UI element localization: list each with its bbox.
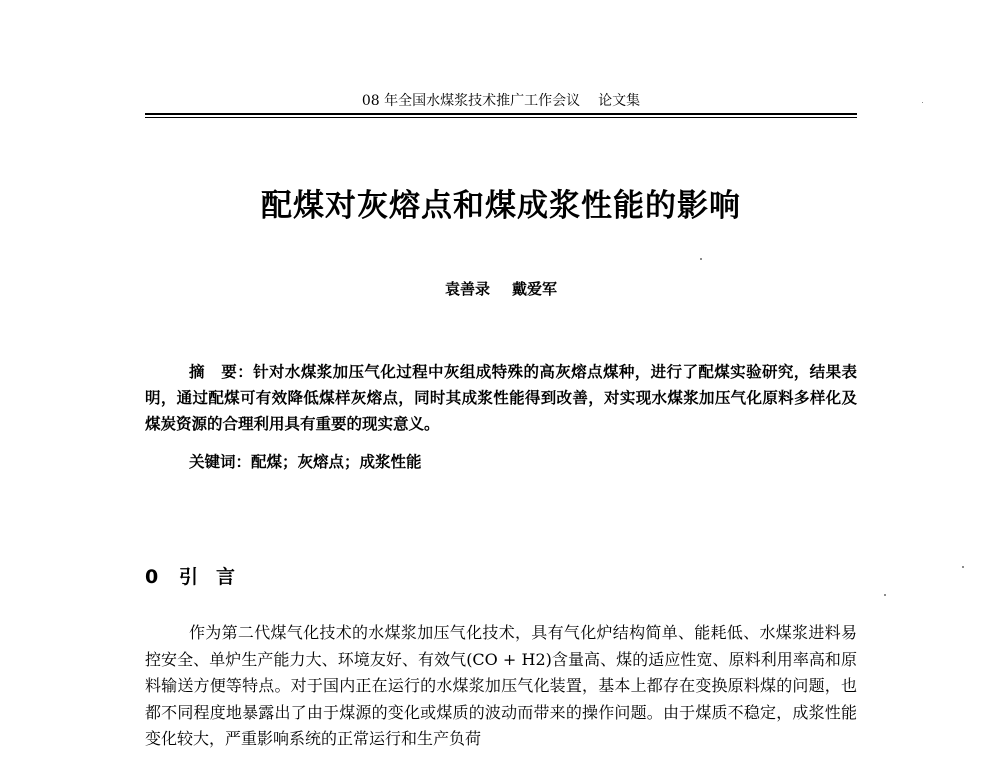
abstract bbox=[145, 359, 857, 437]
author-list bbox=[145, 279, 857, 299]
scan-speck bbox=[922, 102, 923, 103]
section-title-char-2: 言 bbox=[216, 566, 236, 588]
volume-label: 论文集 bbox=[598, 93, 641, 109]
scan-speck bbox=[884, 594, 886, 596]
scan-speck bbox=[700, 258, 702, 260]
keywords bbox=[189, 452, 857, 472]
conference-name: 08 年全国水煤浆技术推广工作会议 bbox=[361, 93, 581, 109]
section-title-char-1: 引 bbox=[179, 566, 199, 588]
body-paragraph: 作为第二代煤气化技术的水煤浆加压气化技术，具有气化炉结构简单、能耗低、水煤浆进料易控安全、单炉生产能力大、环境友好、有效气(CO + H2)含量高、煤的适应性宽、原料利用率高和原料输送方便等特点。对于国内正在运行的水煤浆加压气化装置，基本上都存在变换原料煤的问题，也都不同程度地暴露出了由于煤源的变化或煤质的波动而带来的操作问题。由于煤质不稳定，成浆性能变化较大，严重影响系统的正常运行和生产负荷 bbox=[145, 623, 857, 748]
header-rule-thick bbox=[145, 113, 857, 115]
keywords-label: 关键词 bbox=[189, 452, 236, 471]
author-1: 袁善录 bbox=[444, 280, 490, 298]
author-2: 戴爱军 bbox=[512, 280, 558, 298]
paper-title: 配煤对灰熔点和煤成浆性能的影响 bbox=[261, 188, 741, 224]
scan-speck bbox=[962, 566, 964, 568]
running-header bbox=[145, 92, 857, 110]
abstract-label: 摘 要 bbox=[189, 362, 238, 381]
header-rule-thin bbox=[145, 117, 857, 118]
section-number: 0 bbox=[145, 566, 159, 588]
abstract-text: ：针对水煤浆加压气化过程中灰组成特殊的高灰熔点煤种，进行了配煤实验研究，结果表明，通过配煤可有效降低煤样灰熔点，同时其成浆性能得到改善，对实现水煤浆加压气化原料多样化及煤炭资源的合理利用具有重要的现实意义。 bbox=[145, 362, 857, 433]
keywords-text: ：配煤；灰熔点；成浆性能 bbox=[235, 452, 422, 471]
section-heading bbox=[145, 565, 235, 589]
